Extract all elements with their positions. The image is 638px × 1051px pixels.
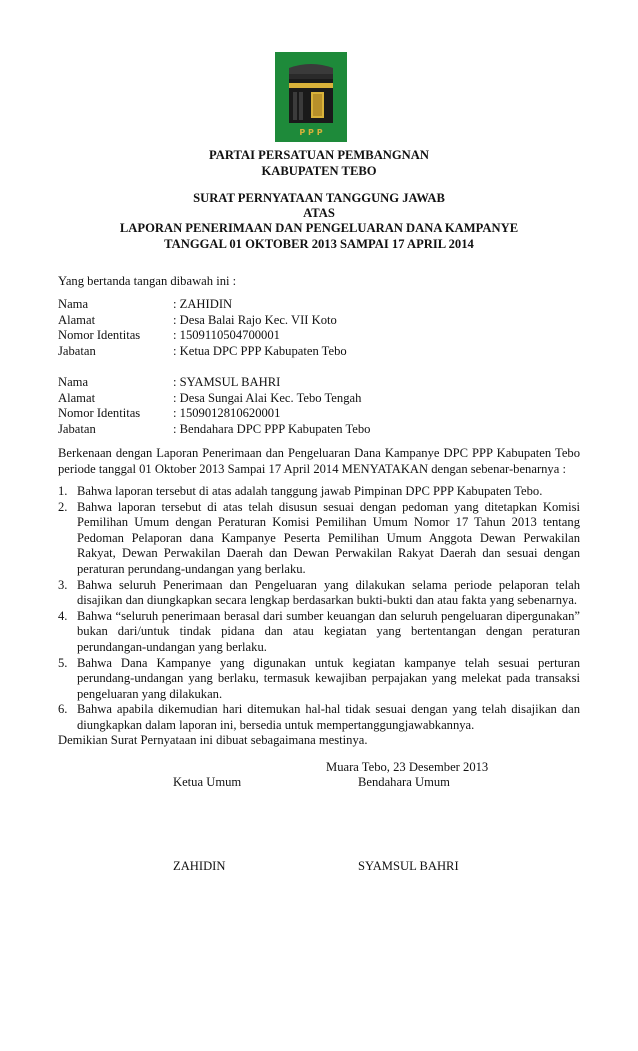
statement-points bbox=[58, 484, 580, 734]
left-signature-name: ZAHIDIN bbox=[173, 859, 226, 873]
region-name: KABUPATEN TEBO bbox=[261, 164, 377, 178]
statement-paragraph: Berkenaan dengan Laporan Penerimaan dan Pengeluaran Dana Kampanye DPC PPP Kabupaten Tebo periode tanggal 01 Oktober 2013 Sampai 17 April 2014 MENYATAKAN dengan sebenar-benarnya : bbox=[58, 446, 580, 476]
list-item: 1. Bahwa laporan tersebut di atas adalah tanggung jawab Pimpinan DPC PPP Kabupaten Tebo. bbox=[58, 484, 543, 498]
intro-text: Yang bertanda tangan dibawah ini : bbox=[58, 274, 237, 288]
document-page: P P P PARTAI PERSATUAN PEMBANGNAN KABUPATEN TEBO SURAT PERNYATAAN TANGGUNG JAWAB ATAS LAPORAN PENERIMAAN DAN PENGELUARAN DANA KAMPANYE TANGGAL 01 OKTOBER 2013 SAMPAI 17 APRIL 2014 Yang bertanda tangan dibawah ini : Nama : ZAHIDIN Alamat : Desa Balai Rajo Kec. VII Koto Nomor Identitas : 1509110504700001 Jabatan : Ketua DPC PPP Kabupaten Tebo Nama : SYAMSUL BAHRI Alamat : Desa Sungai Alai Kec. Tebo Tengah Nomor Identitas : 1509012810620001 Jabatan : Bendahara DPC PPP Kabupaten Tebo Berkenaan dengan Laporan Penerimaan dan Pengeluaran Dana Kampanye DPC PPP Kabupaten Tebo periode tanggal 01 Oktober 2013 Sampai 17 April 2014 MENYATAKAN dengan sebenar-benarnya : 1. Bahwa laporan tersebut di atas adalah tanggung jawab Pimpinan DPC PPP Kabupaten Tebo. 2. Bahwa laporan tersebut di atas telah disusun sesuai dengan pedoman yang ditetapkan Komisi Pemilihan Umum dengan Peraturan Komisi Pemilihan Umum Nomor 17 Tahun 2013 tentang Pedoman Pelaporan dana Kampanye Peserta Pemilihan Umum Anggota Dewan Perwakilan Rakyat, Dewan Perwakilan Daerah dan Dewan Perwakilan Rakyat Daerah dan sesuai dengan peraturan perundang-undangan yang berlaku. 3. Bahwa seluruh Penerimaan dan Pengeluaran yang dilakukan selama periode pelaporan telah disajikan dan diungkapkan secara lengkap berdasarkan bukti-bukti dan atau fakta yang sebenarnya. 4. Bahwa “seluruh penerimaan berasal dari sumber keuangan dan seluruh pengeluaran dipergunakan” bukan dari/untuk tindak pidana dan atau kegiatan yang bertentangan dengan peraturan perundangan-undangan yang berlaku. 5. Bahwa Dana Kampanye yang digunakan untuk kegiatan kampanye telah sesuai perturan perundang-undangan yang berlaku, termasuk kewajiban perpajakan yang melekat pada transaksi pengeluaran yang dilakukan. 6. Bahwa apabila dikemudian hari ditemukan hal-hal tidak sesuai dengan yang telah disajikan dan diungkapkan dalam laporan ini, bersedia untuk mempertanggungjawabkannya. Demikian Surat Pernyataan ini dibuat sebagaimana mestinya. Muara Tebo, 23 Desember 2013 Ketua Umum Bendahara Umum ZAHIDIN SYAMSUL BAHRI bbox=[0, 0, 638, 1051]
list-item: 4. Bahwa “seluruh penerimaan berasal dari sumber keuangan dan seluruh pengeluaran dipergunakan” bukan dari/untuk tindak pidana dan atau kegiatan yang bertentangan dengan peraturan perundangan-undangan yang berlaku. bbox=[58, 608, 580, 654]
title-atas: ATAS bbox=[303, 206, 335, 220]
list-item: 6. Bahwa apabila dikemudian hari ditemukan hal-hal tidak sesuai dengan yang telah disajikan dan diungkapkan dalam laporan ini, bersedia untuk mempertanggungjawabkannya. bbox=[58, 702, 580, 732]
list-item: 5. Bahwa Dana Kampanye yang digunakan untuk kegiatan kampanye telah sesuai perturan perundang-undangan yang berlaku, termasuk kewajiban perpajakan yang melekat pada transaksi pengeluaran yang dilakukan. bbox=[58, 655, 580, 701]
list-item: 3. Bahwa seluruh Penerimaan dan Pengeluaran yang dilakukan selama periode pelaporan telah disajikan dan diungkapkan secara lengkap berdasarkan bukti-bukti dan atau fakta yang sebenarnya. bbox=[58, 577, 580, 608]
right-signature-name: SYAMSUL BAHRI bbox=[358, 859, 459, 873]
logo-text: P P P bbox=[299, 128, 323, 137]
title-report: LAPORAN PENERIMAAN DAN PENGELUARAN DANA KAMPANYE bbox=[119, 221, 519, 235]
party-name: PARTAI PERSATUAN PEMBANGNAN bbox=[209, 148, 429, 162]
left-signature-title: Ketua Umum bbox=[173, 775, 242, 789]
ppp-logo bbox=[275, 52, 347, 142]
place-date: Muara Tebo, 23 Desember 2013 bbox=[326, 760, 489, 774]
document-title: SURAT PERNYATAAN TANGGUNG JAWAB bbox=[193, 191, 445, 205]
right-signature-title: Bendahara Umum bbox=[358, 775, 450, 789]
title-period: TANGGAL 01 OKTOBER 2013 SAMPAI 17 APRIL 2014 bbox=[164, 237, 474, 251]
closing-text: Demikian Surat Pernyataan ini dibuat sebagaimana mestinya. bbox=[58, 733, 368, 747]
list-item: 2. Bahwa laporan tersebut di atas telah disusun sesuai dengan pedoman yang ditetapkan Komisi Pemilihan Umum dengan Peraturan Komisi Pemilihan Umum Nomor 17 Tahun 2013 tentang Pedoman Pelaporan dana Kampanye Peserta Pemilihan Umum Anggota Dewan Perwakilan Rakyat, Dewan Perwakilan Daerah dan Dewan Perwakilan Rakyat Daerah dan sesuai dengan peraturan perundang-undangan yang berlaku. bbox=[58, 499, 580, 576]
